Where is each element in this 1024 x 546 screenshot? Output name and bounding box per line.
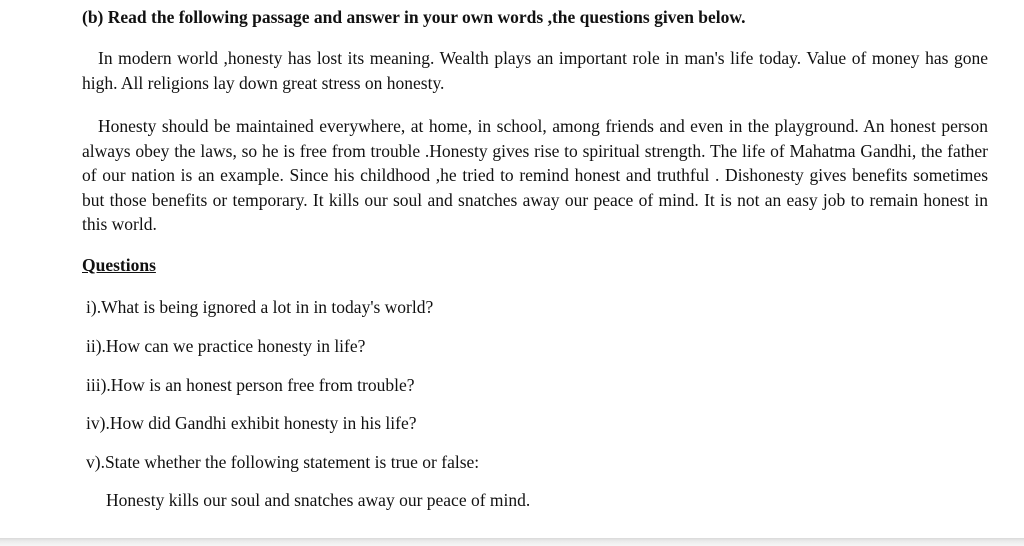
passage-paragraph-2: Honesty should be maintained everywhere, at home, in school, among friends and even in the playground. An honest person always obey the laws, so he is free from trouble .Honesty gives rise to spiritual strength. The life of Mahatma Gandhi, the father of our nation is an example. Since his childhood ,he tried to remind honest and truthful . Dishonesty gives benefits sometimes but those benefits or temporary. It kills our soul and snatches away our peace of mind. It is not an easy job to remain honest in this world. bbox=[82, 116, 988, 235]
question-3: iii).How is an honest person free from trouble? bbox=[86, 375, 415, 395]
questions-title: Questions bbox=[82, 255, 156, 275]
question-5: v).State whether the following statement is true or false: bbox=[86, 452, 480, 472]
question-4: iv).How did Gandhi exhibit honesty in his life? bbox=[86, 413, 417, 433]
section-heading: (b) Read the following passage and answer in your own words ,the questions given below. bbox=[82, 7, 746, 27]
true-false-statement: Honesty kills our soul and snatches away our peace of mind. bbox=[106, 490, 531, 510]
page-bottom-edge bbox=[0, 538, 1024, 546]
passage-paragraph-1: In modern world ,honesty has lost its meaning. Wealth plays an important role in man's life today. Value of money has gone high. All religions lay down great stress on honesty. bbox=[82, 48, 988, 93]
question-1: i).What is being ignored a lot in in today's world? bbox=[86, 297, 434, 317]
question-2: ii).How can we practice honesty in life? bbox=[86, 336, 366, 356]
